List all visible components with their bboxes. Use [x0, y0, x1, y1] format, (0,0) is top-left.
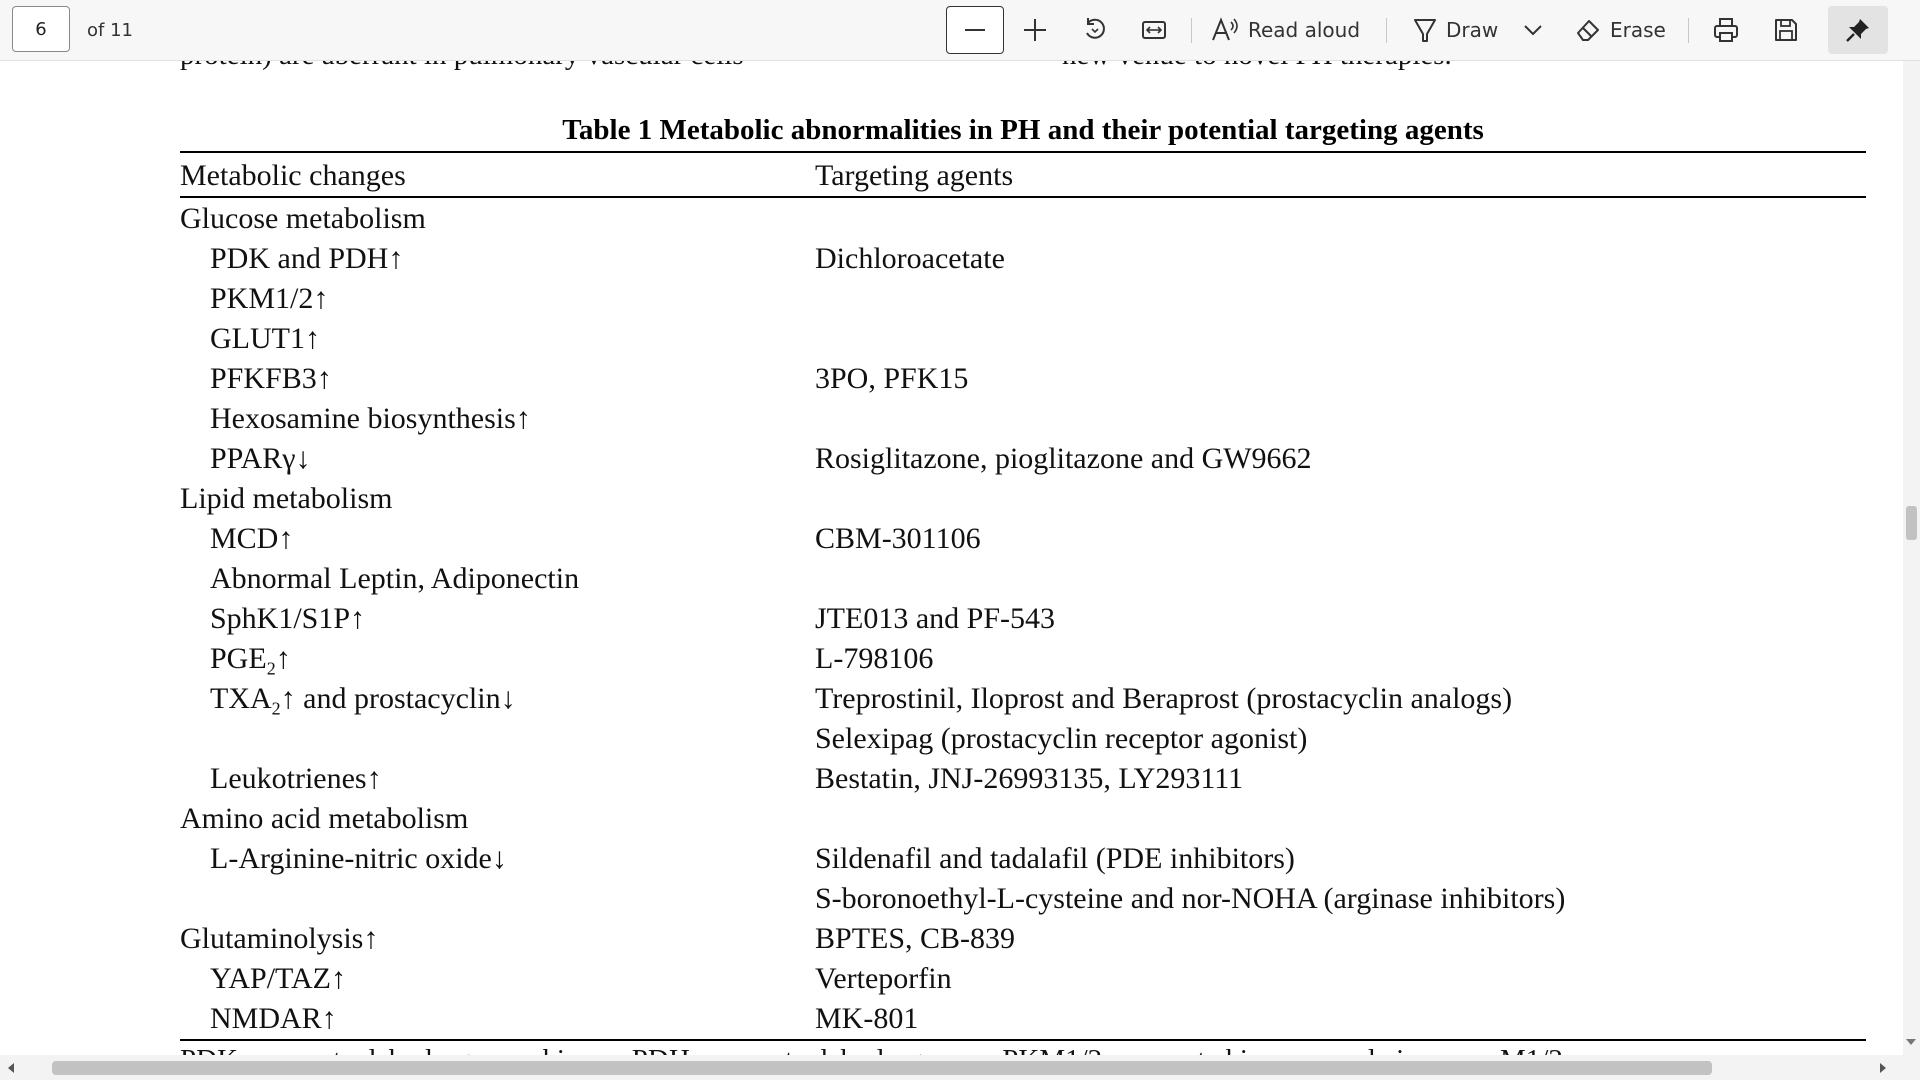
- table-header-rule: [180, 196, 1866, 198]
- pdf-page-viewport[interactable]: [0, 61, 1903, 1055]
- table-row-agent: Rosiglitazone, pioglitazone and GW9662: [815, 442, 1312, 475]
- table-row-agent: 3PO, PFK15: [815, 362, 969, 395]
- save-button[interactable]: [1766, 10, 1806, 50]
- table-row-change: MCD↑: [210, 522, 294, 555]
- change-subscript: 2: [266, 658, 276, 679]
- page-number-input[interactable]: [12, 6, 70, 52]
- change-base-text: PGE: [210, 642, 267, 675]
- pdf-toolbar: [0, 0, 1920, 61]
- table-row-change: Hexosamine biosynthesis↑: [210, 402, 531, 435]
- toolbar-separator: [1191, 18, 1192, 43]
- table-bottom-rule: [180, 1039, 1866, 1041]
- table-row-change: Glucose metabolism: [180, 202, 426, 235]
- table-row-change: Amino acid metabolism: [180, 802, 469, 835]
- fit-width-icon: [1140, 16, 1168, 44]
- pin-toolbar-button[interactable]: [1828, 6, 1888, 54]
- save-icon: [1772, 16, 1800, 44]
- chevron-down-icon: [1523, 23, 1543, 37]
- print-button[interactable]: [1706, 10, 1746, 50]
- horizontal-scrollbar[interactable]: [0, 1055, 1920, 1080]
- zoom-in-button[interactable]: [1015, 10, 1055, 50]
- change-suffix-text: ↑: [275, 642, 291, 675]
- table-row-agent: Selexipag (prostacyclin receptor agonist): [815, 722, 1308, 755]
- table-row-agent: CBM-301106: [815, 522, 981, 555]
- table-row-change: YAP/TAZ↑: [210, 962, 346, 995]
- table-row-change: Leukotrienes↑: [210, 762, 382, 795]
- fit-width-button[interactable]: [1134, 10, 1174, 50]
- table-title: Table 1 Metabolic abnormalities in PH and their potential targeting agents: [562, 114, 1484, 146]
- table-row-agent: Verteporfin: [815, 962, 952, 995]
- table-row-change: PFKFB3↑: [210, 362, 332, 395]
- change-suffix-text: ↑ and prostacyclin↓: [280, 682, 516, 715]
- table-row-change: NMDAR↑: [210, 1002, 337, 1035]
- table-row-agent: Dichloroacetate: [815, 242, 1005, 275]
- vertical-scroll-thumb[interactable]: [1906, 506, 1917, 540]
- scroll-down-arrow-icon[interactable]: [1906, 1039, 1916, 1045]
- table-row-change: L-Arginine-nitric oxide↓: [210, 842, 507, 875]
- scroll-left-arrow-icon[interactable]: [8, 1063, 14, 1073]
- draw-icon: [1412, 16, 1438, 44]
- erase-label: Erase: [1610, 18, 1666, 42]
- table-row-agent: Treprostinil, Iloprost and Beraprost (prostacyclin analogs): [815, 682, 1513, 715]
- table-row-agent: S-boronoethyl-L-cysteine and nor-NOHA (arginase inhibitors): [815, 882, 1566, 915]
- scroll-right-arrow-icon[interactable]: [1880, 1063, 1886, 1073]
- rotate-icon: [1081, 16, 1109, 44]
- column-header-targeting-agents: Targeting agents: [815, 159, 1014, 192]
- table-row-change: PDK and PDH↑: [210, 242, 404, 275]
- read-aloud-icon: [1210, 16, 1240, 44]
- table-row-agent: MK-801: [815, 1002, 919, 1035]
- print-icon: [1712, 16, 1740, 44]
- table-row-agent: Bestatin, JNJ-26993135, LY293111: [815, 762, 1244, 795]
- table-row-agent: BPTES, CB-839: [815, 922, 1016, 955]
- rotate-button[interactable]: [1075, 10, 1115, 50]
- draw-button[interactable]: [1412, 10, 1498, 50]
- eraser-icon: [1574, 16, 1602, 44]
- zoom-out-button[interactable]: [946, 6, 1004, 54]
- pin-icon: [1845, 17, 1871, 43]
- read-aloud-label: Read aloud: [1248, 18, 1361, 42]
- draw-label: Draw: [1446, 18, 1499, 42]
- table-row-change: Glutaminolysis↑: [180, 922, 379, 955]
- table-row-change: Abnormal Leptin, Adiponectin: [210, 562, 580, 595]
- minus-icon: [963, 18, 987, 42]
- table-row-agent: Sildenafil and tadalafil (PDE inhibitors): [815, 842, 1295, 875]
- table-row-change: [210, 642, 291, 679]
- table-row-agent: JTE013 and PF-543: [815, 602, 1055, 635]
- draw-options-button[interactable]: [1518, 10, 1548, 50]
- toolbar-separator: [1688, 18, 1689, 43]
- table-row-agent: L-798106: [815, 642, 934, 675]
- horizontal-scroll-thumb[interactable]: [52, 1061, 1712, 1075]
- table-row-change: Lipid metabolism: [180, 482, 393, 515]
- toolbar-separator: [1386, 18, 1387, 43]
- erase-button[interactable]: [1574, 10, 1666, 50]
- page-total-label: of 11: [87, 20, 133, 41]
- table-row-change: SphK1/S1P↑: [210, 602, 366, 635]
- vertical-scrollbar[interactable]: [1903, 61, 1920, 1055]
- table-top-rule: [180, 151, 1866, 153]
- plus-icon: [1022, 17, 1048, 43]
- table-row-change: GLUT1↑: [210, 322, 320, 355]
- table-row-change: [210, 682, 516, 719]
- change-base-text: TXA: [210, 682, 272, 715]
- table-row-change: PKM1/2↑: [210, 282, 329, 315]
- read-aloud-button[interactable]: [1210, 10, 1360, 50]
- column-header-metabolic-changes: Metabolic changes: [180, 159, 406, 192]
- change-subscript: 2: [271, 698, 281, 719]
- table-row-change: PPARγ↓: [210, 442, 311, 475]
